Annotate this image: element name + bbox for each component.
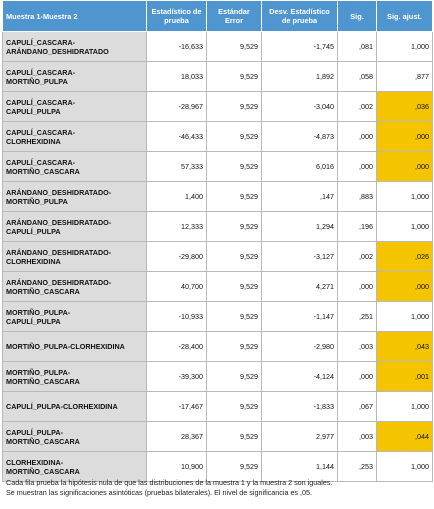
standard-error-cell: 9,529 [207,122,262,152]
table-row [3,32,433,62]
sample-pair-label: CLORHEXIDINA- [6,457,64,467]
sample-pair-label: CAPULÍ_CASCARA- [6,37,76,47]
sample-pair-label: MORTIÑO_CASCARA [6,286,80,296]
test-statistic-cell: -29,800 [147,242,207,272]
sample-pair-label: ARÁNDANO_DESHIDRATADO- [6,217,112,227]
test-statistic-cell: 1,400 [147,182,207,212]
sig-cell: ,000 [338,152,377,182]
adjusted-sig-cell: ,001 [377,362,433,392]
table-row [3,392,433,422]
sample-pair-label: ARÁNDANO_DESHIDRATADO [6,46,109,56]
sample-pair-label: CAPULÍ_PULPA- [6,427,63,437]
sample-pair-cell [3,302,147,332]
sig-cell: ,003 [338,332,377,362]
sample-pair-cell [3,122,147,152]
adjusted-sig-cell: 1,000 [377,182,433,212]
test-statistic-cell: -28,967 [147,92,207,122]
sample-pair-label: CAPULÍ_CASCARA- [6,127,76,137]
table-row [3,62,433,92]
table-row [3,212,433,242]
std-test-statistic-cell: -1,147 [262,302,338,332]
header-adjusted-sig: Sig. ajust. [377,1,433,32]
sample-pair-label: ARÁNDANO_DESHIDRATADO- [6,247,112,257]
sample-pair-label: CAPULÍ_PULPA [6,226,61,236]
table-row [3,182,433,212]
sample-pair-cell [3,92,147,122]
header-std-test-statistic: Desv. Estadístico de prueba [262,1,338,32]
footnote-line: Se muestran las significaciones asintóticas (pruebas bilaterales). El nivel de significancia es ,05. [6,488,313,497]
header-sample-pair: Muestra 1-Muestra 2 [3,1,147,32]
sig-cell: ,883 [338,182,377,212]
sig-cell: ,253 [338,452,377,482]
sample-pair-label: CLORHEXIDINA [6,256,61,266]
sample-pair-label: ARÁNDANO_DESHIDRATADO- [6,277,112,287]
sig-cell: ,067 [338,392,377,422]
adjusted-sig-cell: 1,000 [377,302,433,332]
sample-pair-label: CAPULÍ_PULPA-CLORHEXIDINA [6,402,118,411]
std-test-statistic-cell: -3,127 [262,242,338,272]
test-statistic-cell: 18,033 [147,62,207,92]
adjusted-sig-cell: 1,000 [377,392,433,422]
sample-pair-label: CAPULÍ_PULPA [6,316,61,326]
test-statistic-cell: 28,367 [147,422,207,452]
sample-pair-label: CAPULÍ_CASCARA- [6,67,76,77]
sig-cell: ,002 [338,242,377,272]
sample-pair-cell [3,152,147,182]
sample-pair-label: MORTIÑO_PULPA [6,76,68,86]
adjusted-sig-cell: ,000 [377,122,433,152]
adjusted-sig-cell: ,877 [377,62,433,92]
std-test-statistic-cell: -4,873 [262,122,338,152]
std-test-statistic-cell: -2,980 [262,332,338,362]
std-test-statistic-cell: -1,833 [262,392,338,422]
adjusted-sig-cell: 1,000 [377,452,433,482]
sample-pair-cell [3,422,147,452]
standard-error-cell: 9,529 [207,302,262,332]
test-statistic-cell: 12,333 [147,212,207,242]
sample-pair-label: MORTIÑO_PULPA-CLORHEXIDINA [6,342,125,351]
sig-cell: ,000 [338,122,377,152]
std-test-statistic-cell: -3,040 [262,92,338,122]
sample-pair-label: MORTIÑO_CASCARA [6,466,80,476]
std-test-statistic-cell: ,147 [262,182,338,212]
footnote-line: Cada fila prueba la hipótesis nula de que las distribuciones de la muestra 1 y la muestra 2 son iguales. [6,478,333,487]
sample-pair-cell [3,362,147,392]
header-test-statistic: Estadístico de prueba [147,1,207,32]
table-body [3,32,433,482]
standard-error-cell: 9,529 [207,92,262,122]
table-row [3,242,433,272]
sample-pair-cell [3,182,147,212]
std-test-statistic-cell: 2,977 [262,422,338,452]
std-test-statistic-cell: 4,271 [262,272,338,302]
sample-pair-label: ARÁNDANO_DESHIDRATADO- [6,187,112,197]
sample-pair-cell [3,242,147,272]
adjusted-sig-cell: ,043 [377,332,433,362]
adjusted-sig-cell: 1,000 [377,32,433,62]
standard-error-cell: 9,529 [207,392,262,422]
sample-pair-cell [3,62,147,92]
sig-cell: ,000 [338,272,377,302]
sample-pair-label: CAPULÍ_CASCARA- [6,157,76,167]
standard-error-cell: 9,529 [207,362,262,392]
adjusted-sig-cell: ,044 [377,422,433,452]
test-statistic-cell: -39,300 [147,362,207,392]
table-row [3,422,433,452]
test-statistic-cell: -17,467 [147,392,207,422]
table-row [3,272,433,302]
std-test-statistic-cell: -4,124 [262,362,338,392]
test-statistic-cell: 57,333 [147,152,207,182]
sig-cell: ,251 [338,302,377,332]
std-test-statistic-cell: 1,294 [262,212,338,242]
test-statistic-cell: -10,933 [147,302,207,332]
table-row [3,92,433,122]
sample-pair-cell [3,392,147,422]
table-row [3,122,433,152]
sample-pair-cell [3,332,147,362]
sig-cell: ,002 [338,92,377,122]
sample-pair-label: MORTIÑO_CASCARA [6,436,80,446]
adjusted-sig-cell: ,000 [377,152,433,182]
adjusted-sig-cell: ,026 [377,242,433,272]
test-statistic-cell: 10,900 [147,452,207,482]
sample-pair-label: MORTIÑO_PULPA [6,196,68,206]
footnote [6,478,430,498]
standard-error-cell: 9,529 [207,62,262,92]
sample-pair-label: CLORHEXIDINA [6,136,61,146]
sample-pair-label: MORTIÑO_CASCARA [6,166,80,176]
sample-pair-label: MORTIÑO_CASCARA [6,376,80,386]
standard-error-cell: 9,529 [207,182,262,212]
standard-error-cell: 9,529 [207,32,262,62]
standard-error-cell: 9,529 [207,332,262,362]
pairwise-comparison-table [2,0,433,482]
table-row [3,362,433,392]
sig-cell: ,058 [338,62,377,92]
table-row [3,152,433,182]
standard-error-cell: 9,529 [207,422,262,452]
sample-pair-cell [3,272,147,302]
standard-error-cell: 9,529 [207,152,262,182]
std-test-statistic-cell: 6,016 [262,152,338,182]
sample-pair-label: CAPULÍ_PULPA [6,106,61,116]
standard-error-cell: 9,529 [207,452,262,482]
sample-pair-cell [3,32,147,62]
test-statistic-cell: -28,400 [147,332,207,362]
std-test-statistic-cell: 1,144 [262,452,338,482]
sample-pair-label: CAPULÍ_CASCARA- [6,97,76,107]
table-row [3,452,433,482]
test-statistic-cell: -16,633 [147,32,207,62]
sig-cell: ,196 [338,212,377,242]
sample-pair-cell [3,452,147,482]
std-test-statistic-cell: -1,745 [262,32,338,62]
header-standard-error: Estándar Error [207,1,262,32]
header-row [3,1,433,32]
header-sig: Sig. [338,1,377,32]
adjusted-sig-cell: ,000 [377,272,433,302]
test-statistic-cell: 40,700 [147,272,207,302]
standard-error-cell: 9,529 [207,272,262,302]
std-test-statistic-cell: 1,892 [262,62,338,92]
sig-cell: ,000 [338,362,377,392]
adjusted-sig-cell: 1,000 [377,212,433,242]
sig-cell: ,003 [338,422,377,452]
sample-pair-label: MORTIÑO_PULPA- [6,367,71,377]
table-row [3,302,433,332]
sig-cell: ,081 [338,32,377,62]
table-row [3,332,433,362]
sample-pair-label: MORTIÑO_PULPA- [6,307,71,317]
adjusted-sig-cell: ,036 [377,92,433,122]
standard-error-cell: 9,529 [207,212,262,242]
sample-pair-cell [3,212,147,242]
standard-error-cell: 9,529 [207,242,262,272]
test-statistic-cell: -46,433 [147,122,207,152]
